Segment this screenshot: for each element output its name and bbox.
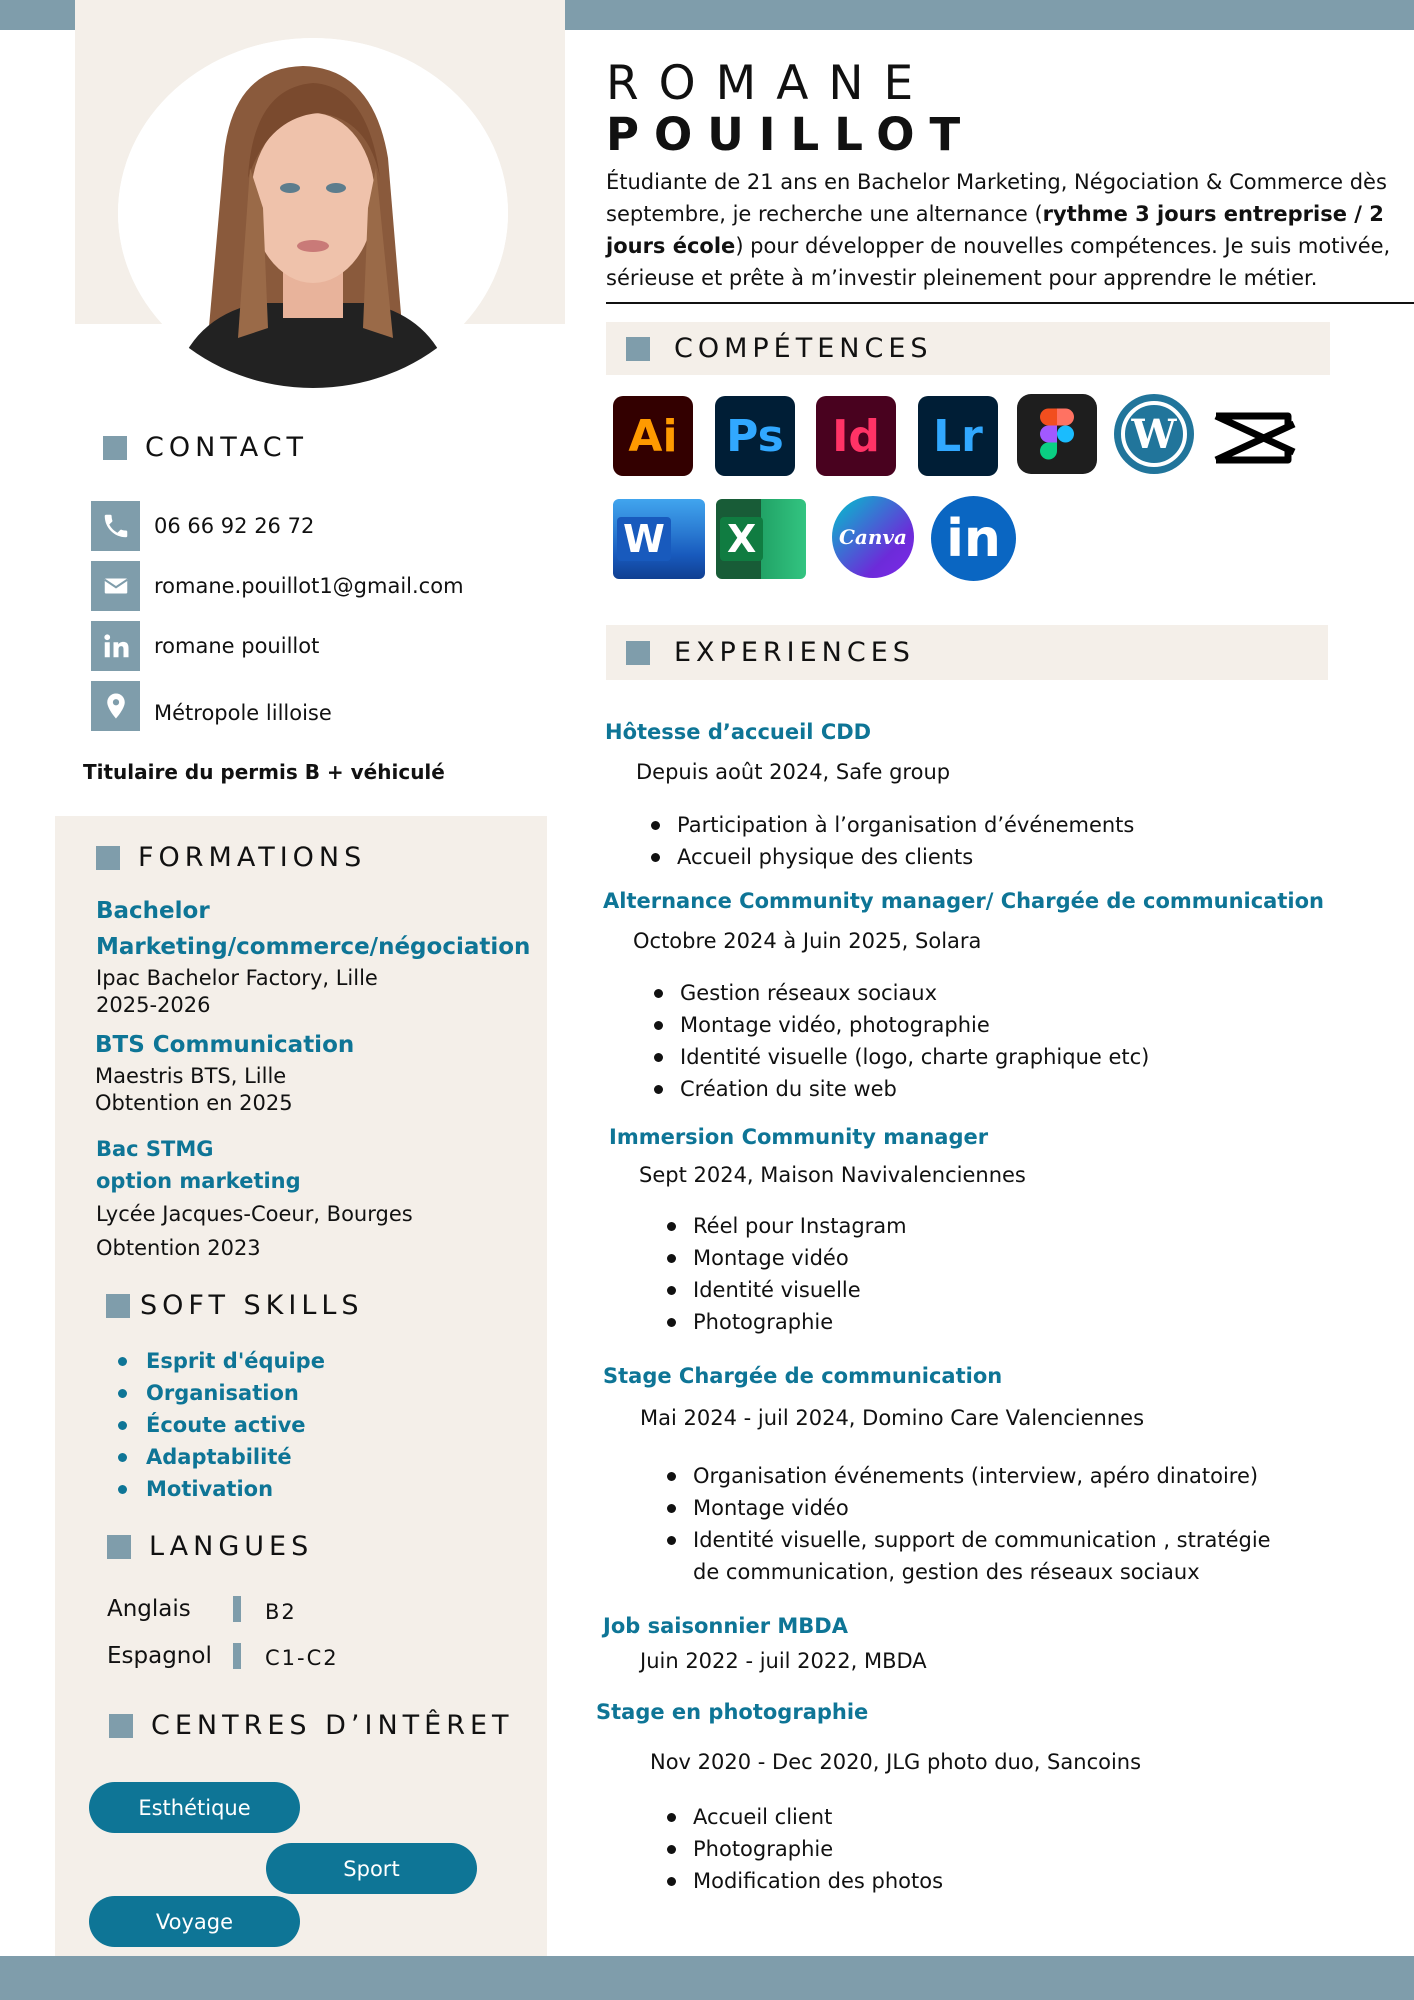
interets-section-title: CENTRES D’INTÊRET (109, 1710, 514, 1741)
competences-section-title: COMPÉTENCES (606, 322, 1330, 375)
section-marker-icon (626, 337, 650, 361)
list-item: Accueil physique des clients (647, 841, 1134, 873)
experience-bullets (663, 1801, 943, 1897)
phone-icon (91, 501, 140, 551)
list-item: Écoute active (110, 1409, 325, 1441)
list-item: Organisation (110, 1377, 325, 1409)
top-accent-bar-left (0, 0, 75, 30)
list-item: Participation à l’organisation d’événements (647, 809, 1134, 841)
section-marker-icon (106, 1294, 130, 1318)
figma-icon (1017, 394, 1097, 474)
list-item: Identité visuelle (663, 1274, 907, 1306)
list-item: Création du site web (650, 1073, 1149, 1105)
excel-icon: X (716, 499, 806, 579)
driving-license: Titulaire du permis B + véhiculé (83, 760, 445, 784)
list-item: Photographie (663, 1306, 907, 1338)
experiences-section-title: EXPERIENCES (606, 625, 1328, 680)
section-marker-icon (626, 641, 650, 665)
formation-item-bts: BTS Communication Maestris BTS, Lille Obtention en 2025 (95, 1032, 355, 1115)
experience-subtitle: Juin 2022 - juil 2022, MBDA (640, 1649, 927, 1673)
experience-subtitle: Octobre 2024 à Juin 2025, Solara (633, 929, 982, 953)
language-row-english: Anglais B2 (107, 1596, 297, 1624)
photoshop-icon: Ps (715, 396, 795, 476)
wordpress-icon (1114, 394, 1194, 474)
list-item: Motivation (110, 1473, 325, 1505)
word-icon: W (613, 499, 705, 579)
profile-photo (118, 38, 508, 388)
experience-bullets (663, 1210, 907, 1338)
experience-title: Alternance Community manager/ Chargée de communication (603, 889, 1324, 913)
interest-pill-esthetique: Esthétique (89, 1782, 300, 1833)
soft-skills-list (110, 1345, 325, 1505)
section-marker-icon (109, 1714, 133, 1738)
intro-paragraph: Étudiante de 21 ans en Bachelor Marketing, Négociation & Commerce dès septembre, je recherche une alternance (rythme 3 jours entreprise / 2 jours école) pour développer de nouvelles compétences. Je suis motivée, sérieuse et prête à m’investir pleinement pour apprendre le métier. (606, 170, 1391, 290)
contact-section-title: CONTACT (103, 432, 308, 463)
list-item: Identité visuelle, support de communication , stratégie (663, 1524, 1271, 1556)
list-item: Identité visuelle (logo, charte graphique etc) (650, 1041, 1149, 1073)
list-item: Montage vidéo (663, 1492, 1271, 1524)
contact-location: Métropole lilloise (91, 681, 332, 731)
svg-text:W: W (1131, 411, 1177, 458)
list-item: Gestion réseaux sociaux (650, 977, 1149, 1009)
contact-phone: 06 66 92 26 72 (91, 501, 314, 551)
soft-skills-section-title: SOFT SKILLS (106, 1290, 364, 1321)
experience-title: Immersion Community manager (609, 1125, 989, 1149)
experience-subtitle: Nov 2020 - Dec 2020, JLG photo duo, Sancoins (650, 1750, 1142, 1774)
list-item: Adaptabilité (110, 1441, 325, 1473)
list-item: Photographie (663, 1833, 943, 1865)
linkedin-logo-icon: in (931, 496, 1016, 581)
language-row-spanish: Espagnol C1-C2 (107, 1643, 339, 1670)
lightroom-icon: Lr (918, 396, 998, 476)
section-marker-icon (96, 846, 120, 870)
indesign-icon: Id (816, 396, 896, 476)
experience-title: Job saisonnier MBDA (603, 1614, 848, 1638)
list-item: Accueil client (663, 1801, 943, 1833)
top-accent-bar (565, 0, 1414, 30)
language-separator (233, 1643, 241, 1669)
experience-title: Hôtesse d’accueil CDD (605, 720, 872, 744)
experience-bullets (647, 809, 1134, 873)
linkedin-icon (91, 621, 140, 671)
interest-pill-sport: Sport (266, 1843, 477, 1894)
contact-email[interactable]: romane.pouillot1@gmail.com (91, 561, 464, 611)
canva-icon: Canva (832, 496, 914, 578)
list-item: Réel pour Instagram (663, 1210, 907, 1242)
experience-subtitle: Mai 2024 - juil 2024, Domino Care Valenciennes (640, 1406, 1145, 1430)
illustrator-icon: Ai (613, 396, 693, 476)
capcut-icon (1210, 398, 1300, 478)
mail-icon (91, 561, 140, 611)
list-item: Esprit d'équipe (110, 1345, 325, 1377)
bottom-accent-bar (0, 1956, 1414, 2000)
formation-item-bac: Bac STMG option marketing Lycée Jacques-Coeur, Bourges Obtention 2023 (96, 1137, 413, 1260)
experience-subtitle: Depuis août 2024, Safe group (636, 760, 951, 784)
experience-subtitle: Sept 2024, Maison Navivalenciennes (639, 1163, 1026, 1187)
experience-bullets (650, 977, 1149, 1105)
langues-section-title: LANGUES (107, 1531, 313, 1562)
list-item-continuation: de communication, gestion des réseaux sociaux (693, 1560, 1200, 1584)
list-item: Montage vidéo, photographie (650, 1009, 1149, 1041)
section-marker-icon (103, 436, 127, 460)
section-marker-icon (107, 1535, 131, 1559)
experience-title: Stage Chargée de communication (603, 1364, 1003, 1388)
formations-section-title: FORMATIONS (96, 842, 366, 873)
interest-pill-voyage: Voyage (89, 1896, 300, 1947)
experience-bullets (663, 1460, 1271, 1588)
location-pin-icon (91, 681, 140, 731)
first-name: ROMANE (606, 56, 934, 111)
list-item: Organisation événements (interview, apéro dinatoire) (663, 1460, 1271, 1492)
formation-item-bachelor: Bachelor Marketing/commerce/négociation Ipac Bachelor Factory, Lille 2025-2026 (96, 898, 531, 1017)
experience-title: Stage en photographie (596, 1700, 869, 1724)
language-separator (233, 1596, 241, 1622)
contact-linkedin[interactable]: romane pouillot (91, 621, 319, 671)
list-item: Modification des photos (663, 1865, 943, 1897)
list-item: Montage vidéo (663, 1242, 907, 1274)
last-name: POUILLOT (606, 108, 976, 161)
intro-divider (606, 302, 1414, 304)
